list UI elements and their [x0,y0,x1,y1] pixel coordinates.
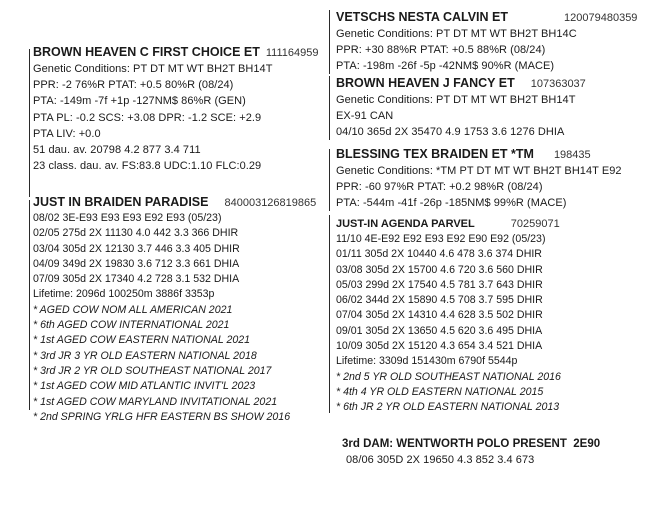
dam-sire-name: BLESSING TEX BRAIDEN ET *TM [336,147,534,161]
third-dam-record: 08/06 305D 2X 19650 4.3 852 3.4 673 [346,454,535,466]
pedigree-bracket-sire [29,49,30,197]
dam-dam-name-row [336,217,561,232]
dam-dam-record: 09/01 305d 2X 13650 4.5 620 3.6 495 DHIA [336,324,543,337]
dam-sire-line: Genetic Conditions: *TM PT DT MT WT BH2T BH14T E92 [336,165,622,177]
dam-dam-record: 10/09 305d 2X 15120 4.3 654 3.4 521 DHIA [336,340,543,353]
sire-sire-name-row [336,10,637,26]
dam-dam-block [336,217,561,416]
dam-block [33,195,316,425]
sire-dam-line: Genetic Conditions: PT DT MT WT BH2T BH14T [336,94,576,106]
dam-record: 03/04 305d 2X 12130 3.7 446 3.3 405 DHIR [33,242,240,255]
sire-sire-block [336,10,637,75]
sire-sire-reg: 120079480359 [564,12,638,24]
sire-sire-line: Genetic Conditions: PT DT MT WT BH2T BH14C [336,28,577,40]
sire-name-row [33,45,318,61]
dam-award: * 3rd JR 2 YR OLD SOUTHEAST NATIONAL 2017 [33,364,272,377]
sire-dam-name: BROWN HEAVEN J FANCY ET [336,76,515,90]
dam-dam-record: 11/10 4E-E92 E92 E93 E92 E90 E92 (05/23) [336,233,546,245]
dam-award: * 3rd JR 3 YR OLD EASTERN NATIONAL 2018 [33,349,257,362]
sire-block [33,45,318,174]
dam-dam-award: * 6th JR 2 YR OLD EASTERN NATIONAL 2013 [336,401,560,414]
sire-line: Genetic Conditions: PT DT MT WT BH2T BH14T [33,63,273,75]
dam-award: * AGED COW NOM ALL AMERICAN 2021 [33,303,233,316]
sire-line: 23 class. dau. av. FS:83.8 UDC:1.10 FLC:0.29 [33,160,262,173]
dam-sire-line: PTA: -544m -41f -26p -185NM$ 99%R (MACE) [336,197,567,210]
dam-dam-award: * 4th 4 YR OLD EASTERN NATIONAL 2015 [336,385,544,398]
dam-name-row [33,195,316,211]
sire-line: PTA LIV: +0.0 [33,127,101,140]
dam-dam-record: 06/02 344d 2X 15890 4.5 708 3.7 595 DHIR [336,294,543,307]
dam-dam-lifetime: Lifetime: 3309d 151430m 6790f 5544p [336,355,518,368]
sire-sire-name: VETSCHS NESTA CALVIN ET [336,10,509,24]
dam-sire-name-row [336,147,622,163]
sire-dam-name-row [336,76,586,92]
pedigree-bracket-dam-dam [329,215,330,413]
dam-record: 08/02 3E-E93 E93 E93 E92 E93 (05/23) [33,212,222,224]
dam-record: 04/09 349d 2X 19830 3.6 712 3.3 661 DHIA [33,257,240,270]
pedigree-bracket-sire-sire [329,10,330,74]
dam-lifetime: Lifetime: 2096d 100250m 3886f 3353p [33,288,215,301]
pedigree-bracket-dam-sire [329,149,330,211]
dam-sire-line: PPR: -60 97%R PTAT: +0.2 98%R (08/24) [336,181,543,194]
sire-dam-block [336,76,586,141]
dam-record: 02/05 275d 2X 11130 4.0 442 3.3 366 DHIR [33,227,239,240]
sire-line: PTA: -149m -7f +1p -127NM$ 86%R (GEN) [33,95,246,108]
dam-award: * 1st AGED COW MID ATLANTIC INVIT'L 2023 [33,380,256,393]
dam-dam-record: 07/04 305d 2X 14310 4.4 628 3.5 502 DHIR [336,309,543,322]
sire-sire-line: PTA: -198m -26f -5p -42NM$ 90%R (MACE) [336,60,555,73]
third-dam-title: 3rd DAM: WENTWORTH POLO PRESENT 2E90 [342,438,601,450]
sire-dam-reg: 107363037 [530,78,586,90]
dam-reg: 840003126819865 [224,197,317,209]
dam-award: * 1st AGED COW EASTERN NATIONAL 2021 [33,334,251,347]
sire-sire-line: PPR: +30 88%R PTAT: +0.5 88%R (08/24) [336,44,546,57]
dam-dam-record: 05/03 299d 2X 17540 4.5 781 3.7 643 DHIR [336,278,543,291]
dam-award: * 6th AGED COW INTERNATIONAL 2021 [33,319,230,332]
sire-line: PTA PL: -0.2 SCS: +3.08 DPR: -1.2 SCE: +2.9 [33,111,262,124]
dam-sire-reg: 198435 [553,149,591,161]
dam-dam-reg: 70259071 [510,218,560,230]
sire-dam-line: 04/10 365d 2X 35470 4.9 1753 3.6 1276 DHIA [336,126,565,139]
sire-name: BROWN HEAVEN C FIRST CHOICE ET [33,45,260,59]
sire-dam-line: EX-91 CAN [336,110,394,123]
pedigree-bracket-sire-dam [329,76,330,140]
dam-dam-record: 03/08 305d 2X 15700 4.6 720 3.6 560 DHIR [336,263,543,276]
dam-sire-block [336,147,622,212]
dam-dam-name: JUST-IN AGENDA PARVEL [336,218,475,230]
sire-line: 51 dau. av. 20798 4.2 877 3.4 711 [33,144,201,157]
third-dam-block [342,437,600,468]
dam-award: * 1st AGED COW MARYLAND INVITATIONAL 2021 [33,395,278,408]
dam-record: 07/09 305d 2X 17340 4.2 728 3.1 532 DHIA [33,273,240,286]
sire-reg: 111164959 [265,47,319,59]
dam-dam-record: 01/11 305d 2X 10440 4.6 478 3.6 374 DHIR [336,248,542,261]
dam-name: JUST IN BRAIDEN PARADISE [33,195,209,209]
dam-dam-award: * 2nd 5 YR OLD SOUTHEAST NATIONAL 2016 [336,370,561,383]
pedigree-bracket-dam [29,200,30,410]
dam-award: * 2nd SPRING YRLG HFR EASTERN BS SHOW 2016 [33,410,291,423]
sire-line: PPR: -2 76%R PTAT: +0.5 80%R (08/24) [33,79,234,92]
